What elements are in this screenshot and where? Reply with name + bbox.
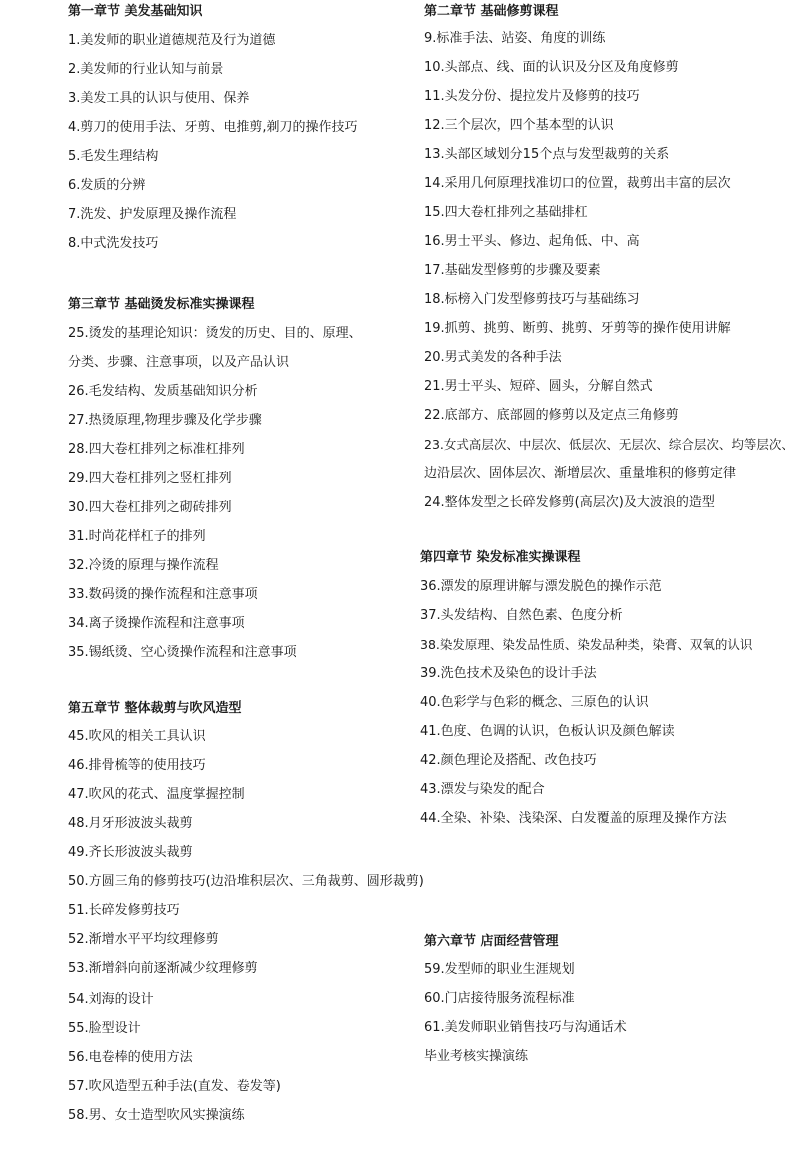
list-item: 53.渐增斜向前逐渐减少纹理修剪 [68,961,258,976]
list-item: 13.头部区域划分15个点与发型裁剪的关系 [424,147,670,162]
list-item: 45.吹风的相关工具认识 [68,729,206,744]
list-item: 1.美发师的职业道德规范及行为道德 [68,33,276,48]
list-item: 6.发质的分辨 [68,178,146,193]
list-item: 49.齐长形波波头裁剪 [68,845,193,860]
list-item: 28.四大卷杠排列之标准杠排列 [68,442,245,457]
list-item: 33.数码烫的操作流程和注意事项 [68,587,258,602]
list-item: 50.方圆三角的修剪技巧(边沿堆积层次、三角裁剪、圆形裁剪) [68,874,424,889]
list-item: 32.冷烫的原理与操作流程 [68,558,219,573]
list-item: 11.头发分份、提拉发片及修剪的技巧 [424,89,640,104]
list-item: 38.染发原理、染发品性质、染发品种类，染膏、双氧的认识 [420,637,753,652]
list-item: 56.电卷棒的使用方法 [68,1050,193,1065]
list-item: 37.头发结构、自然色素、色度分析 [420,608,623,623]
list-item: 47.吹风的花式、温度掌握控制 [68,787,245,802]
list-item: 58.男、女士造型吹风实操演练 [68,1108,245,1123]
list-item: 18.标榜入门发型修剪技巧与基础练习 [424,292,640,307]
list-item: 7.洗发、护发原理及操作流程 [68,207,237,222]
list-item: 分类、步骤、注意事项，以及产品认识 [68,355,290,370]
list-item: 35.锡纸烫、空心烫操作流程和注意事项 [68,645,297,660]
list-item: 10.头部点、线、面的认识及分区及角度修剪 [424,60,679,75]
list-item: 12.三个层次，四个基本型的认识 [424,118,614,133]
list-item: 46.排骨梳等的使用技巧 [68,758,206,773]
list-item: 41.色度、色调的认识，色板认识及颜色解读 [420,724,675,739]
list-item: 19.抓剪、挑剪、断剪、挑剪、牙剪等的操作使用讲解 [424,321,731,336]
list-item: 52.渐增水平平均纹理修剪 [68,932,219,947]
list-item: 55.脸型设计 [68,1021,141,1036]
chapter-5-title: 第五章节 整体裁剪与吹风造型 [68,701,242,716]
list-item: 30.四大卷杠排列之砌砖排列 [68,500,232,515]
list-item: 4.剪刀的使用手法、牙剪、电推剪,剃刀的操作技巧 [68,120,358,135]
list-item: 43.漂发与染发的配合 [420,782,545,797]
chapter-1-title: 第一章节 美发基础知识 [68,4,203,19]
list-item: 59.发型师的职业生涯规划 [424,962,575,977]
list-item: 25.烫发的基理论知识：烫发的历史、目的、原理、 [68,326,362,341]
list-item: 22.底部方、底部圆的修剪以及定点三角修剪 [424,408,679,423]
list-item: 26.毛发结构、发质基础知识分析 [68,384,258,399]
list-item: 54.刘海的设计 [68,992,154,1007]
list-item: 21.男士平头、短碎、圆头，分解自然式 [424,379,653,394]
chapter-6-title: 第六章节 店面经营管理 [424,934,559,949]
list-item: 27.热烫原理,物理步骤及化学步骤 [68,413,262,428]
list-item: 31.时尚花样杠子的排列 [68,529,206,544]
list-item: 24.整体发型之长碎发修剪(高层次)及大波浪的造型 [424,495,715,510]
list-item: 14.采用几何原理找准切口的位置，裁剪出丰富的层次 [424,176,731,191]
list-item: 29.四大卷杠排列之竖杠排列 [68,471,232,486]
list-item: 34.离子烫操作流程和注意事项 [68,616,245,631]
list-item: 5.毛发生理结构 [68,149,159,164]
list-item: 60.门店接待服务流程标准 [424,991,575,1006]
list-item: 36.漂发的原理讲解与漂发脱色的操作示范 [420,579,662,594]
list-item: 39.洗色技术及染色的设计手法 [420,666,597,681]
list-item: 42.颜色理论及搭配、改色技巧 [420,753,597,768]
chapter-3-title: 第三章节 基础烫发标准实操课程 [68,297,255,312]
list-item: 20.男式美发的各种手法 [424,350,562,365]
list-item: 3.美发工具的认识与使用、保养 [68,91,250,106]
list-item: 44.全染、补染、浅染深、白发覆盖的原理及操作方法 [420,811,727,826]
list-item: 23.女式高层次、中层次、低层次、无层次、综合层次、均等层次、 [424,437,794,452]
list-item: 2.美发师的行业认知与前景 [68,62,224,77]
list-item: 15.四大卷杠排列之基础排杠 [424,205,588,220]
list-item: 40.色彩学与色彩的概念、三原色的认识 [420,695,649,710]
chapter-2-title: 第二章节 基础修剪课程 [424,4,559,19]
list-item: 9.标准手法、站姿、角度的训练 [424,31,606,46]
list-item: 16.男士平头、修边、起角低、中、高 [424,234,640,249]
list-item: 57.吹风造型五种手法(直发、卷发等) [68,1079,281,1094]
list-item: 17.基础发型修剪的步骤及要素 [424,263,601,278]
list-item: 51.长碎发修剪技巧 [68,903,180,918]
list-item: 48.月牙形波波头裁剪 [68,816,193,831]
list-item: 61.美发师职业销售技巧与沟通话术 [424,1020,627,1035]
list-item: 边沿层次、固体层次、渐增层次、重量堆积的修剪定律 [424,466,737,481]
chapter-4-title: 第四章节 染发标准实操课程 [420,550,581,565]
list-item: 8.中式洗发技巧 [68,236,159,251]
list-item: 毕业考核实操演练 [424,1049,529,1064]
